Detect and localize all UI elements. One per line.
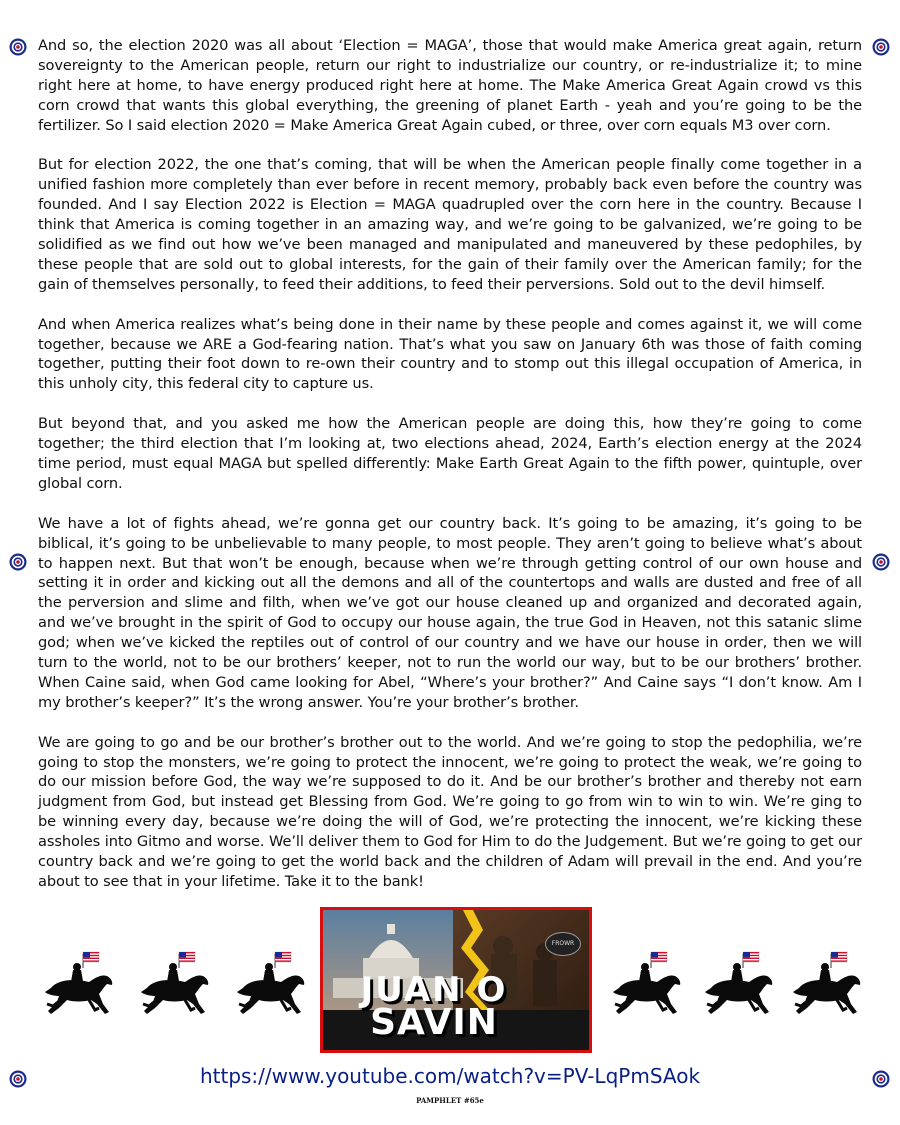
paragraph: But for election 2022, the one that’s coming, that will be when the American people finally come together in a unified fashion more completely than ever before in recent memory, probably back even before the country was founded. And I say Election 2022 is Election = MAGA quadrupled over the corn here in the country. Because I think that America is coming together in an amazing way, and we’re going to be galvanized, we’re going to be solidified as we find out how we’ve been managed and manipulated and maneuvered by these pedophiles, by these people that are sold out to global interests, for the gain of their family over the American family; for the gain of themselves personally, to feed their additions, to feed their perversions. Sold out to the devil himself.: [38, 156, 862, 293]
paragraph: And so, the election 2020 was all about ‘Election = MAGA’, those that would make America great again, return sovereignty to the American people, return our right to industrialize our country, or re-industrialize it; to mine right here at home, to have energy produced right here at home. The Make America Great Again crowd vs this corn crowd that wants this global everything, the greening of planet Earth - yeah and you’re going to be the fertilizer. So I said election 2020 = Make America Great Again cubed, or three, over corn equals M3 over corn.: [38, 37, 862, 134]
roundel-target-icon: [872, 38, 890, 56]
banner-title-line1: JUAN O: [360, 970, 508, 1010]
juan-o-savin-banner: [320, 907, 592, 1053]
horse-rider-flag-icon: [786, 948, 868, 1020]
roundel-target-icon: [872, 553, 890, 571]
paragraph: But beyond that, and you asked me how the American people are doing this, how they’re going to come together; the third election that I’m looking at, two elections ahead, 2024, Earth’s election energy at the 2024 time period, must equal MAGA but spelled differently: Make Earth Great Again to the fifth power, quintuple, over global corn.: [38, 415, 862, 492]
horse-rider-flag-icon: [134, 948, 216, 1020]
banner-title-line2: SAVIN: [370, 1002, 498, 1043]
youtube-link[interactable]: https://www.youtube.com/watch?v=PV-LqPmSAok: [199, 1064, 701, 1088]
paragraph: We have a lot of fights ahead, we’re gonna get our country back. It’s going to be amazing, it’s going to be biblical, it’s going to be unbelievable to many people, to most people. They aren’t going to believe what’s about to happen next. But that won’t be enough, because when we’re through getting control of our own house and setting it in order and kicking out all the demons and all of the countertops and walls are dusted and free of all the perversion and slime and filth, when we’ve got our house cleaned up and organized and decorated again, and we’ve brought in the spirit of God to occupy our house again, the true God in Heaven, not this satanic slime god; when we’ve kicked the reptiles out of control of our country and we have our house in order, then we will turn to the world, not to be our brothers’ keeper, not to run the world our way, but to be our brothers’ brother. When Caine said, when God came looking for Abel, “Where’s your brother?” And Caine says “I don’t know. Am I my brother’s keeper?” It’s the wrong answer. You’re your brother’s brother.: [38, 514, 862, 711]
horse-rider-flag-icon: [230, 948, 312, 1020]
roundel-target-icon: [9, 38, 27, 56]
pamphlet-number: PAMPHLET #65e: [416, 1096, 484, 1105]
paragraph: We are going to go and be our brother’s brother out to the world. And we’re going to stop the pedophilia, we’re going to stop the monsters, we’re going to protect the innocent, we’re going to protect the weak, we’re going to do our mission before God, the way we’re supposed to do it. And be our brother’s brother and thereby not earn judgment from God, but instead get Blessing from God. We’re going to go from win to win to win. We’re ging to be winning every day, because we’re doing the will of God, we’re protecting the innocent, we’re kicking these assholes into Gitmo and worse. We’ll deliver them to God for Him to do the Judgement. But we’re going to get our country back and we’re going to get the world back and the children of Adam will prevail in the end. And you’re about to see that in your lifetime. Take it to the bank!: [38, 733, 862, 890]
horse-rider-flag-icon: [38, 948, 120, 1020]
roundel-target-icon: [9, 553, 27, 571]
paragraph: And when America realizes what’s being done in their name by these people and comes against it, we will come together, because we ARE a God-fearing nation. That’s what you saw on January 6th was those of faith coming together, putting their foot down to re-own their country and to stomp out this illegal occupation of America, in this unholy city, this federal city to capture us.: [38, 315, 862, 393]
pamphlet-body: [38, 36, 862, 912]
horse-rider-flag-icon: [606, 948, 688, 1020]
badge-logo: FROWR: [545, 932, 581, 956]
horse-rider-flag-icon: [698, 948, 780, 1020]
